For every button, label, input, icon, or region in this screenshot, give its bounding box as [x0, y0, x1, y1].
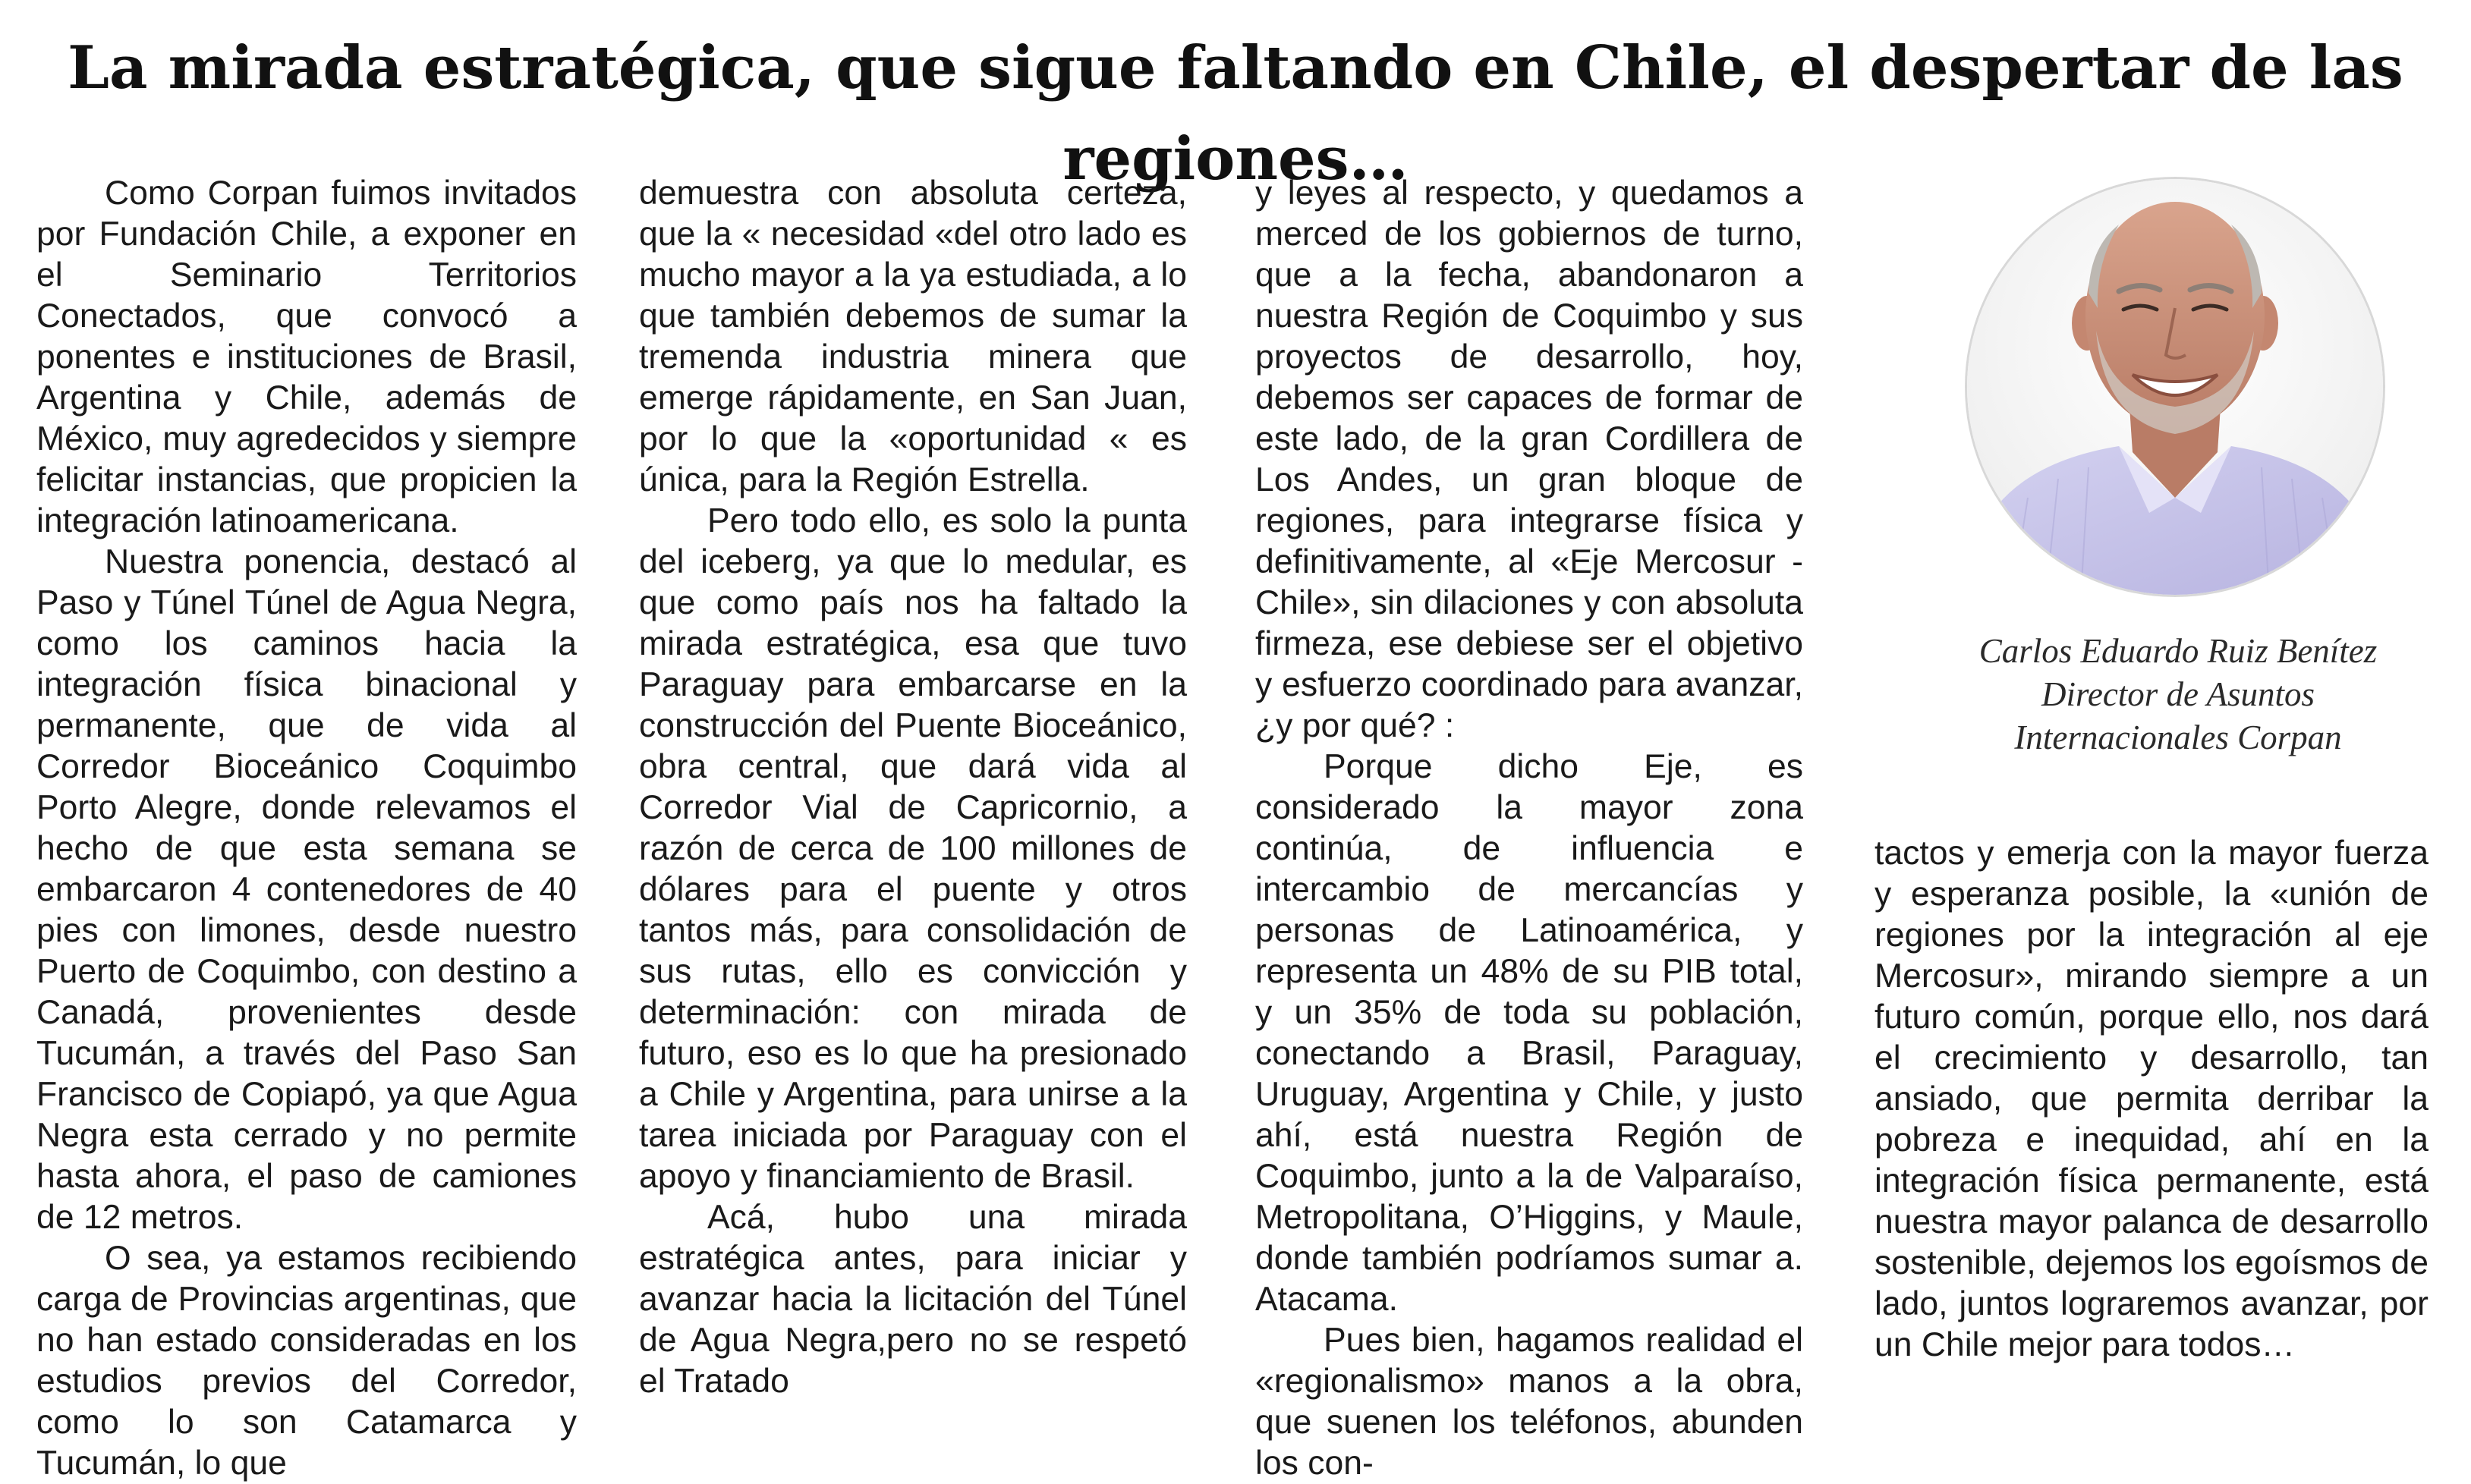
author-organization: Internacionales Corpan [2014, 718, 2342, 756]
author-name: Carlos Eduardo Ruiz Benítez [1978, 632, 2378, 670]
paragraph: Como Corpan fuimos invitados por Fundación Chile, a exponer en el Seminario Territorios Conectados, que convocó a ponentes e instituciones de Brasil, Argentina y Chile, además de México, muy agredecidos y siempre felicitar instancias, que propicien la integración latinoamericana. [36, 174, 577, 539]
paragraph: Acá, hubo una mirada estratégica antes, para iniciar y avanzar hacia la licitación del Túnel de Agua Negra,pero no se respetó el Tratado [639, 1199, 1187, 1400]
paragraph: y leyes al respecto, y quedamos a merced de los gobiernos de turno, que a la fecha, abandonaron a nuestra Región de Coquimbo y sus proyectos de desarrollo, hoy, debemos ser capaces de formar de este lado, de la gran Cordillera de Los Andes, un gran bloque de regiones, para integrarse física y definitivamente, al «Eje Mercosur - Chile», sin dilaciones y con absoluta firmeza, ese debiese ser el objetivo y esfuerzo coordinado para avanzar, ¿y por qué? : [1255, 174, 1803, 744]
author-photo [1967, 179, 2383, 595]
paragraph: demuestra con absoluta certeza, que la « necesidad «del otro lado es mucho mayor a la ya estudiada, a lo que también debemos de sumar la tremenda industria minera que emerge rápidamente, en San Juan, por lo que la «oportunidad « es única, para la Región Estrella. [639, 174, 1187, 498]
paragraph: Pues bien, hagamos realidad el «regionalismo» manos a la obra, que suenen los teléfonos, abunden los con- [1255, 1322, 1803, 1482]
paragraph: Nuestra ponencia, destacó al Paso y Túnel Túnel de Agua Negra, como los caminos hacia la integración física binacional y permanente, que de vida al Corredor Bioceánico Coquimbo Porto Alegre, donde relevamos el hecho de que esta semana se embarcaron 4 contenedores de 40 pies con limones, desde nuestro Puerto de Coquimbo, con destino a Canadá, provenientes desde Tucumán, a través del Paso San Francisco de Copiapó, ya que Agua Negra esta cerrado y no permite hasta ahora, el paso de camiones de 12 metros. [36, 543, 577, 1236]
paragraph: O sea, ya estamos recibiendo carga de Provincias argentinas, que no han estado consideradas en los estudios previos del Corredor, como lo son Catamarca y Tucumán, lo que [36, 1240, 577, 1482]
author-portrait-image [1967, 179, 2383, 595]
article-column-1 [36, 173, 577, 1484]
article-headline: La mirada estratégica, que sigue faltando en Chile, el despertar de las regiones… [68, 33, 2403, 193]
paragraph: Porque dicho Eje, es considerado la mayor zona continúa, de influencia e intercambio de mercancías y personas de Latinoamérica, y representa un 48% de su PIB total, y un 35% de toda su población, conectando a Brasil, Paraguay, Uruguay, Argentina y Chile, y justo ahí, está nuestra Región de Coquimbo, junto a la de Valparaíso, Metropolitana, O’Higgins, y Maule, donde también podríamos sumar a. Atacama. [1255, 748, 1803, 1318]
paragraph: tactos y emerja con la mayor fuerza y esperanza posible, la «unión de regiones por la integración al eje Mercosur», mirando siempre a un futuro común, porque ello, nos dará el crecimiento y desarrollo, tan ansiado, que permita derribar la pobreza e inequidad, ahí en la integración física permanente, está nuestra mayor palanca de desarrollo sostenible, dejemos los egoísmos de lado, juntos lograremos avanzar, por un Chile mejor para todos… [1874, 835, 2429, 1363]
article-column-3 [1255, 173, 1803, 1484]
paragraph: Pero todo ello, es solo la punta del iceberg, ya que lo medular, es que como país nos ha faltado la mirada estratégica, esa que tuvo Paraguay para embarcarse en la construcción del Puente Bioceánico, obra central, que dará vida al Corredor Vial de Capricornio, a razón de cerca de 100 millones de dólares para el puente y otros tantos más, para consolidación de sus rutas, ello es convicción y determinación: con mirada de futuro, eso es lo que ha presionado a Chile y Argentina, para unirse a la tarea iniciada por Paraguay con el apoyo y financiamiento de Brasil. [639, 502, 1187, 1195]
author-caption [1852, 630, 2471, 759]
article-column-2 [639, 173, 1187, 1402]
author-title: Director de Asuntos [2041, 675, 2315, 713]
article-column-4 [1874, 833, 2429, 1366]
